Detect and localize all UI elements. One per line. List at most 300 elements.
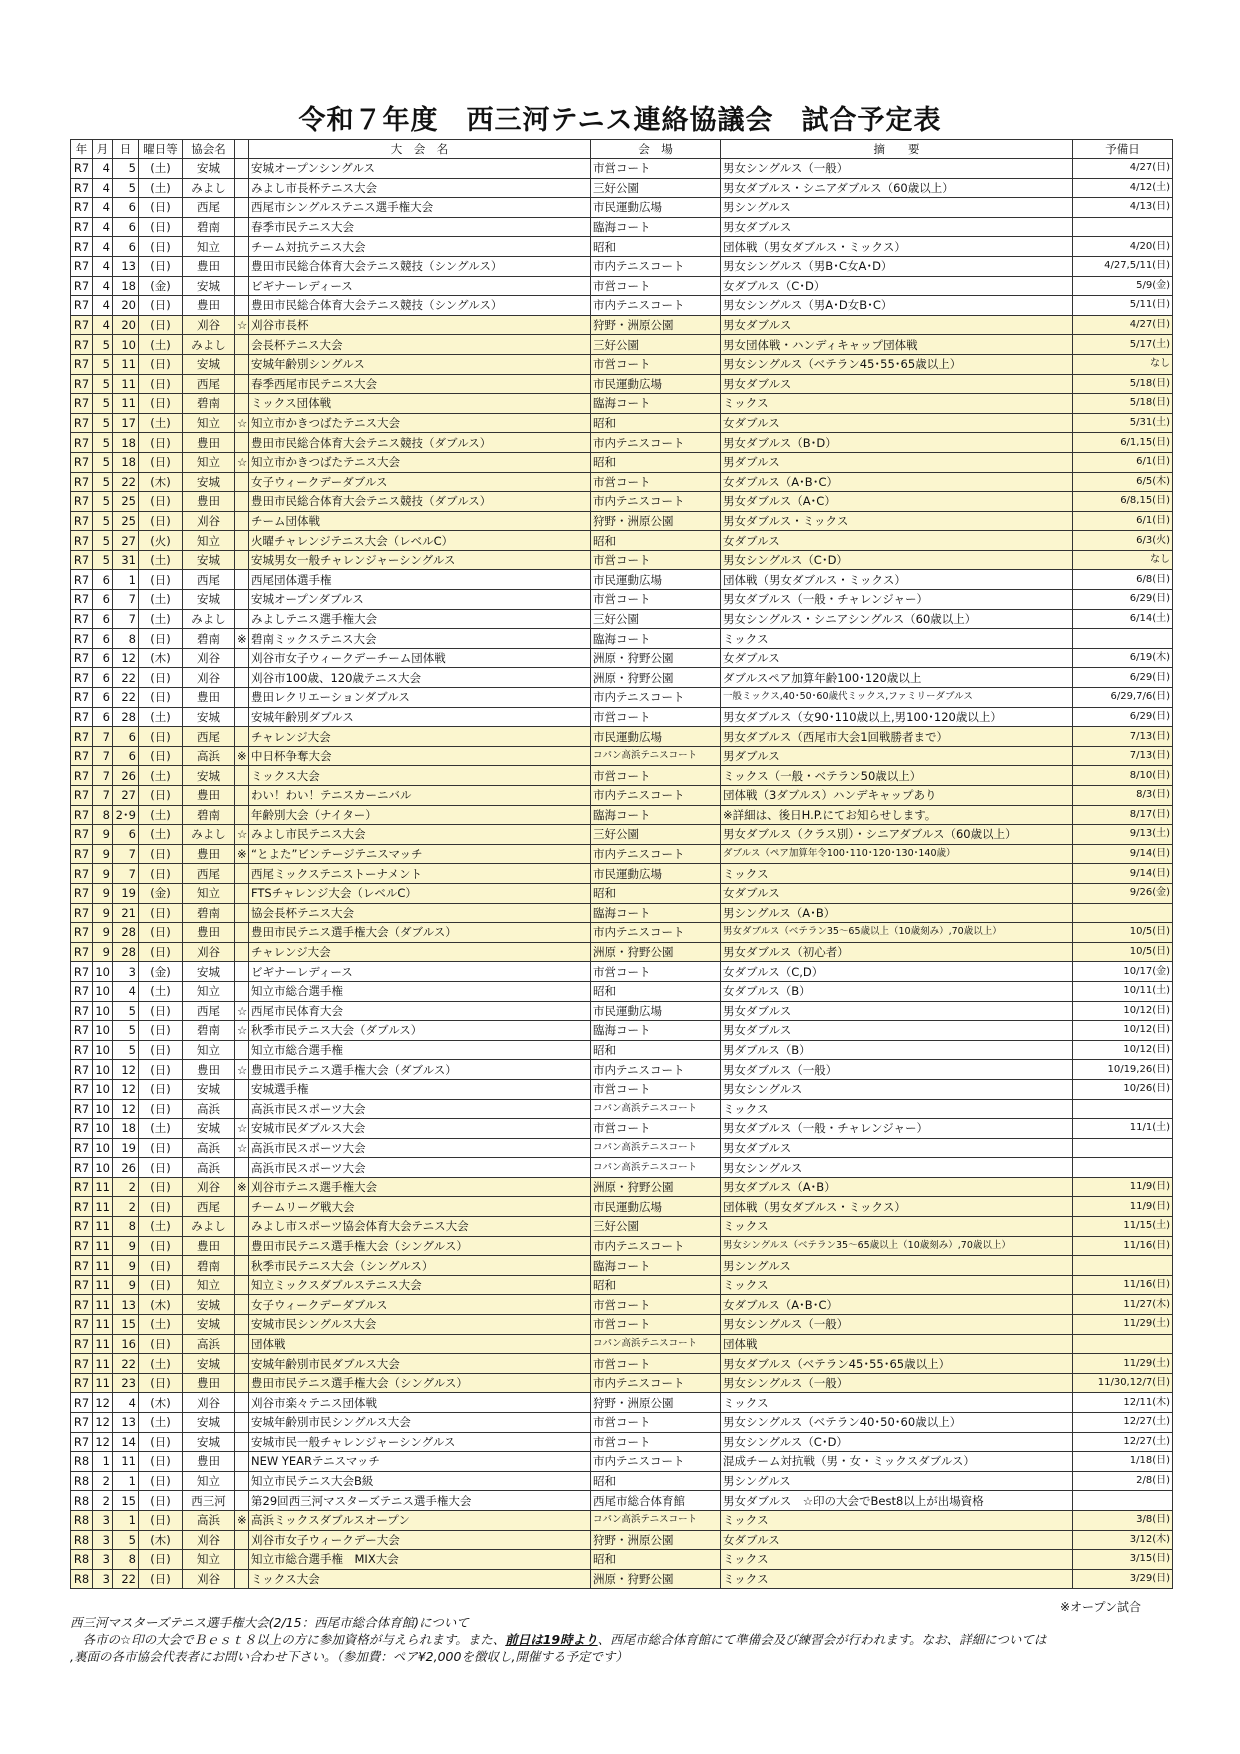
cell-month: 6 (93, 648, 113, 668)
cell-month: 9 (93, 883, 113, 903)
cell-mark: ※ (235, 629, 249, 649)
cell-year: R7 (71, 1413, 93, 1433)
cell-month: 11 (93, 1334, 113, 1354)
cell-day: 10 (113, 335, 139, 355)
header-year: 年 (71, 140, 93, 159)
cell-weekday: (木) (139, 472, 183, 492)
cell-summary: 男女団体戦・ハンディキャップ団体戦 (721, 335, 1073, 355)
cell-day: 16 (113, 1334, 139, 1354)
cell-day: 3 (113, 962, 139, 982)
cell-association: 刈谷 (183, 1177, 235, 1197)
cell-venue: 昭和 (591, 531, 721, 551)
cell-mark (235, 1491, 249, 1511)
cell-event-name: ミックス大会 (249, 766, 591, 786)
cell-venue: 洲原・狩野公園 (591, 668, 721, 688)
cell-reserve-day: 4/27(日) (1073, 315, 1173, 335)
cell-weekday: (日) (139, 433, 183, 453)
table-row (71, 1550, 1173, 1570)
cell-year: R8 (71, 1510, 93, 1530)
cell-venue: 市民運動広場 (591, 1197, 721, 1217)
cell-summary: 男女ダブルス (721, 374, 1073, 394)
cell-summary: 男女ダブルス（ベテラン45･55･65歳以上） (721, 1354, 1073, 1374)
header-month: 月 (93, 140, 113, 159)
cell-event-name: 刈谷市長杯 (249, 315, 591, 335)
cell-weekday: (日) (139, 668, 183, 688)
cell-weekday: (土) (139, 413, 183, 433)
cell-weekday: (土) (139, 707, 183, 727)
cell-mark (235, 1197, 249, 1217)
cell-weekday: (日) (139, 942, 183, 962)
cell-association: 刈谷 (183, 942, 235, 962)
cell-day: 1 (113, 1510, 139, 1530)
cell-weekday: (日) (139, 1334, 183, 1354)
cell-summary: ダブルスペア加算年齢100･120歳以上 (721, 668, 1073, 688)
cell-year: R7 (71, 805, 93, 825)
cell-mark (235, 570, 249, 590)
cell-event-name: “とよた”ビンテージテニスマッチ (249, 844, 591, 864)
header-venue: 会 場 (591, 140, 721, 159)
cell-weekday: (金) (139, 276, 183, 296)
cell-venue: 臨海コート (591, 629, 721, 649)
cell-event-name: 西尾ミックステニストーナメント (249, 864, 591, 884)
cell-reserve-day: 10/12(日) (1073, 1021, 1173, 1041)
cell-month: 5 (93, 433, 113, 453)
cell-venue: コパン高浜テニスコート (591, 1334, 721, 1354)
cell-reserve-day: 6/14(土) (1073, 609, 1173, 629)
cell-weekday: (土) (139, 609, 183, 629)
cell-association: 碧南 (183, 1021, 235, 1041)
cell-venue: 臨海コート (591, 217, 721, 237)
cell-association: 西三河 (183, 1491, 235, 1511)
cell-venue: 市民運動広場 (591, 727, 721, 747)
cell-day: 18 (113, 452, 139, 472)
cell-mark (235, 903, 249, 923)
cell-reserve-day: 6/1,15(日) (1073, 433, 1173, 453)
cell-association: 西尾 (183, 1001, 235, 1021)
cell-month: 9 (93, 942, 113, 962)
table-row (71, 883, 1173, 903)
cell-weekday: (土) (139, 1354, 183, 1374)
cell-venue: 市内テニスコート (591, 256, 721, 276)
cell-month: 3 (93, 1550, 113, 1570)
cell-month: 10 (93, 1001, 113, 1021)
cell-association: 豊田 (183, 688, 235, 708)
cell-venue: コパン高浜テニスコート (591, 746, 721, 766)
cell-summary: 男女ダブルス (721, 1021, 1073, 1041)
cell-event-name: みよし市スポーツ協会体育大会テニス大会 (249, 1217, 591, 1237)
cell-year: R8 (71, 1491, 93, 1511)
cell-event-name: 知立市かきつばたテニス大会 (249, 413, 591, 433)
cell-venue: 狩野・洲原公園 (591, 315, 721, 335)
cell-reserve-day: 9/14(日) (1073, 864, 1173, 884)
cell-day: 26 (113, 766, 139, 786)
cell-reserve-day: 11/9(日) (1073, 1177, 1173, 1197)
cell-day: 11 (113, 354, 139, 374)
cell-year: R7 (71, 707, 93, 727)
cell-association: 安城 (183, 962, 235, 982)
table-row (71, 531, 1173, 551)
cell-day: 6 (113, 198, 139, 218)
cell-reserve-day: 6/29(日) (1073, 668, 1173, 688)
cell-summary: 男ダブルス (721, 746, 1073, 766)
cell-mark: ☆ (235, 1001, 249, 1021)
cell-event-name: 刈谷市テニス選手権大会 (249, 1177, 591, 1197)
cell-month: 10 (93, 962, 113, 982)
cell-association: 高浜 (183, 1510, 235, 1530)
cell-weekday: (日) (139, 1491, 183, 1511)
cell-association: 安城 (183, 1119, 235, 1139)
cell-year: R7 (71, 276, 93, 296)
table-row (71, 1275, 1173, 1295)
table-row (71, 159, 1173, 179)
cell-venue: 昭和 (591, 1550, 721, 1570)
cell-day: 25 (113, 511, 139, 531)
cell-year: R7 (71, 413, 93, 433)
cell-weekday: (日) (139, 1452, 183, 1472)
cell-reserve-day: 6/3(火) (1073, 531, 1173, 551)
cell-summary: ミックス (721, 1275, 1073, 1295)
cell-reserve-day: 11/27(木) (1073, 1295, 1173, 1315)
cell-weekday: (日) (139, 354, 183, 374)
cell-weekday: (日) (139, 903, 183, 923)
cell-summary: 男女シングルス（C･D） (721, 1432, 1073, 1452)
cell-month: 4 (93, 296, 113, 316)
cell-event-name: ミックス大会 (249, 1569, 591, 1589)
cell-summary: 団体戦（男女ダブルス・ミックス） (721, 237, 1073, 257)
cell-weekday: (日) (139, 237, 183, 257)
cell-month: 5 (93, 374, 113, 394)
cell-mark (235, 1452, 249, 1472)
table-row (71, 178, 1173, 198)
cell-association: 西尾 (183, 864, 235, 884)
cell-event-name: 女子ウィークデーダブルス (249, 472, 591, 492)
cell-year: R7 (71, 394, 93, 414)
cell-event-name: 西尾市民体育大会 (249, 1001, 591, 1021)
cell-summary: 男女ダブルス（ベテラン35～65歳以上（10歳刻み）,70歳以上） (721, 923, 1073, 943)
cell-summary: 女ダブルス（A･B･C） (721, 1295, 1073, 1315)
cell-venue: 市内テニスコート (591, 786, 721, 806)
cell-summary: 男女ダブルス（A･B） (721, 1177, 1073, 1197)
cell-reserve-day: 6/8(日) (1073, 570, 1173, 590)
cell-day: 31 (113, 550, 139, 570)
cell-weekday: (日) (139, 786, 183, 806)
cell-event-name: チャレンジ大会 (249, 942, 591, 962)
cell-year: R7 (71, 1217, 93, 1237)
cell-reserve-day: 10/26(日) (1073, 1079, 1173, 1099)
table-row (71, 256, 1173, 276)
cell-weekday: (土) (139, 1217, 183, 1237)
cell-mark (235, 374, 249, 394)
cell-venue: 臨海コート (591, 1021, 721, 1041)
cell-association: 安城 (183, 590, 235, 610)
cell-weekday: (土) (139, 1315, 183, 1335)
cell-year: R7 (71, 942, 93, 962)
cell-mark (235, 688, 249, 708)
cell-association: 豊田 (183, 256, 235, 276)
cell-event-name: 豊田市民総合体育大会テニス競技（シングルス） (249, 256, 591, 276)
cell-month: 6 (93, 629, 113, 649)
table-row (71, 629, 1173, 649)
cell-event-name: 中日杯争奪大会 (249, 746, 591, 766)
cell-event-name: 高浜ミックスダブルスオープン (249, 1510, 591, 1530)
cell-association: みよし (183, 335, 235, 355)
cell-mark: ※ (235, 1177, 249, 1197)
cell-mark (235, 159, 249, 179)
cell-association: 豊田 (183, 492, 235, 512)
cell-reserve-day: 7/13(日) (1073, 746, 1173, 766)
cell-day: 9 (113, 1236, 139, 1256)
cell-year: R7 (71, 531, 93, 551)
cell-year: R7 (71, 198, 93, 218)
cell-venue: 市内テニスコート (591, 1060, 721, 1080)
cell-month: 11 (93, 1256, 113, 1276)
page-title: 令和７年度 西三河テニス連絡協議会 試合予定表 (298, 105, 942, 136)
cell-month: 10 (93, 1060, 113, 1080)
cell-association: 西尾 (183, 1197, 235, 1217)
cell-day: 12 (113, 1099, 139, 1119)
cell-reserve-day (1073, 903, 1173, 923)
cell-day: 5 (113, 159, 139, 179)
cell-association: 碧南 (183, 1256, 235, 1276)
cell-weekday: (日) (139, 1079, 183, 1099)
cell-weekday: (日) (139, 256, 183, 276)
cell-mark: ☆ (235, 1138, 249, 1158)
table-row (71, 570, 1173, 590)
cell-month: 6 (93, 570, 113, 590)
cell-weekday: (日) (139, 1158, 183, 1178)
cell-summary: 男女ダブルス (721, 217, 1073, 237)
cell-month: 10 (93, 1021, 113, 1041)
cell-month: 11 (93, 1295, 113, 1315)
cell-reserve-day: 12/27(土) (1073, 1432, 1173, 1452)
cell-mark (235, 727, 249, 747)
cell-venue: 市営コート (591, 1295, 721, 1315)
cell-reserve-day: 11/29(土) (1073, 1315, 1173, 1335)
cell-mark: ※ (235, 844, 249, 864)
cell-month: 11 (93, 1275, 113, 1295)
cell-reserve-day: 3/29(日) (1073, 1569, 1173, 1589)
table-row (71, 1158, 1173, 1178)
cell-weekday: (日) (139, 1550, 183, 1570)
cell-day: 6 (113, 746, 139, 766)
cell-association: 安城 (183, 550, 235, 570)
cell-day: 12 (113, 1060, 139, 1080)
cell-day: 11 (113, 394, 139, 414)
cell-weekday: (火) (139, 531, 183, 551)
cell-event-name: ビギナーレディース (249, 962, 591, 982)
cell-weekday: (土) (139, 590, 183, 610)
cell-summary: 団体戦（3ダブルス）ハンデキャップあり (721, 786, 1073, 806)
cell-venue: 洲原・狩野公園 (591, 648, 721, 668)
cell-summary: 男女シングルス（男B･C女A･D） (721, 256, 1073, 276)
cell-summary: 男女ダブルス・シニアダブルス（60歳以上） (721, 178, 1073, 198)
cell-reserve-day (1073, 217, 1173, 237)
cell-reserve-day: 4/27(日) (1073, 159, 1173, 179)
cell-year: R7 (71, 786, 93, 806)
cell-venue: 洲原・狩野公園 (591, 942, 721, 962)
cell-day: 9 (113, 1256, 139, 1276)
cell-year: R7 (71, 825, 93, 845)
cell-mark (235, 942, 249, 962)
cell-year: R7 (71, 1119, 93, 1139)
table-row (71, 452, 1173, 472)
cell-month: 5 (93, 511, 113, 531)
cell-mark (235, 354, 249, 374)
cell-summary: 男女ダブルス (721, 315, 1073, 335)
cell-summary: ダブルス（ペア加算年令100･110･120･130･140歳） (721, 844, 1073, 864)
cell-association: 知立 (183, 237, 235, 257)
cell-association: 刈谷 (183, 668, 235, 688)
table-row (71, 1021, 1173, 1041)
cell-year: R7 (71, 1275, 93, 1295)
cell-month: 4 (93, 315, 113, 335)
table-row (71, 511, 1173, 531)
cell-event-name: 西尾団体選手権 (249, 570, 591, 590)
cell-month: 8 (93, 805, 113, 825)
cell-year: R7 (71, 629, 93, 649)
cell-month: 9 (93, 864, 113, 884)
cell-reserve-day: 4/12(土) (1073, 178, 1173, 198)
cell-day: 14 (113, 1432, 139, 1452)
cell-mark (235, 766, 249, 786)
cell-reserve-day: 10/11(土) (1073, 981, 1173, 1001)
cell-summary: 女ダブルス（A･B･C） (721, 472, 1073, 492)
cell-month: 10 (93, 981, 113, 1001)
cell-venue: 市営コート (591, 159, 721, 179)
cell-weekday: (日) (139, 1432, 183, 1452)
cell-weekday: (日) (139, 688, 183, 708)
cell-venue: 市内テニスコート (591, 844, 721, 864)
cell-weekday: (日) (139, 746, 183, 766)
cell-year: R7 (71, 217, 93, 237)
cell-year: R7 (71, 668, 93, 688)
cell-mark (235, 786, 249, 806)
cell-association: みよし (183, 1217, 235, 1237)
cell-event-name: 知立市民テニス大会B級 (249, 1471, 591, 1491)
cell-weekday: (日) (139, 1001, 183, 1021)
cell-month: 11 (93, 1373, 113, 1393)
cell-mark (235, 923, 249, 943)
cell-year: R8 (71, 1471, 93, 1491)
cell-summary: 団体戦 (721, 1334, 1073, 1354)
cell-day: 19 (113, 883, 139, 903)
cell-weekday: (日) (139, 923, 183, 943)
table-row (71, 550, 1173, 570)
cell-day: 1 (113, 570, 139, 590)
cell-weekday: (日) (139, 844, 183, 864)
table-row (71, 354, 1173, 374)
cell-day: 8 (113, 1550, 139, 1570)
table-row (71, 276, 1173, 296)
cell-venue: 市民運動広場 (591, 864, 721, 884)
cell-event-name: 刈谷市女子ウィークデー大会 (249, 1530, 591, 1550)
cell-mark: ☆ (235, 1021, 249, 1041)
table-row (71, 1079, 1173, 1099)
cell-venue: 市営コート (591, 766, 721, 786)
cell-year: R7 (71, 981, 93, 1001)
cell-association: 豊田 (183, 1452, 235, 1472)
cell-day: 27 (113, 786, 139, 806)
cell-association: みよし (183, 609, 235, 629)
cell-year: R8 (71, 1452, 93, 1472)
cell-mark (235, 550, 249, 570)
cell-mark (235, 394, 249, 414)
cell-day: 5 (113, 1021, 139, 1041)
cell-year: R7 (71, 903, 93, 923)
cell-weekday: (日) (139, 1510, 183, 1530)
cell-event-name: 年齢別大会（ナイター） (249, 805, 591, 825)
cell-association: 豊田 (183, 433, 235, 453)
cell-association: 高浜 (183, 1099, 235, 1119)
cell-summary: 男女ダブルス（クラス別）・シニアダブルス（60歳以上） (721, 825, 1073, 845)
cell-association: 刈谷 (183, 1530, 235, 1550)
cell-association: 碧南 (183, 903, 235, 923)
cell-association: 刈谷 (183, 1393, 235, 1413)
cell-reserve-day: 11/15(土) (1073, 1217, 1173, 1237)
table-row (71, 296, 1173, 316)
cell-month: 4 (93, 178, 113, 198)
cell-association: 刈谷 (183, 315, 235, 335)
cell-mark (235, 1099, 249, 1119)
cell-day: 2･9 (113, 805, 139, 825)
table-row (71, 1432, 1173, 1452)
cell-event-name: 知立市総合選手権 MIX大会 (249, 1550, 591, 1570)
cell-summary: 男シングルス（A･B） (721, 903, 1073, 923)
cell-mark: ☆ (235, 452, 249, 472)
cell-event-name: 安城市民シングルス大会 (249, 1315, 591, 1335)
cell-mark (235, 590, 249, 610)
cell-year: R7 (71, 511, 93, 531)
table-row (71, 1295, 1173, 1315)
table-row (71, 1315, 1173, 1335)
cell-event-name: FTSチャレンジ大会（レベルC） (249, 883, 591, 903)
cell-venue: 市営コート (591, 1315, 721, 1335)
cell-day: 6 (113, 237, 139, 257)
table-row (71, 746, 1173, 766)
cell-association: 知立 (183, 883, 235, 903)
cell-month: 5 (93, 492, 113, 512)
cell-reserve-day: 11/9(日) (1073, 1197, 1173, 1217)
cell-event-name: 知立市かきつばたテニス大会 (249, 452, 591, 472)
cell-venue: 昭和 (591, 452, 721, 472)
cell-event-name: 高浜市民スポーツ大会 (249, 1138, 591, 1158)
cell-weekday: (土) (139, 805, 183, 825)
cell-month: 6 (93, 668, 113, 688)
cell-mark (235, 1530, 249, 1550)
cell-year: R7 (71, 923, 93, 943)
cell-day: 28 (113, 923, 139, 943)
cell-mark (235, 981, 249, 1001)
cell-month: 5 (93, 472, 113, 492)
table-row (71, 1413, 1173, 1433)
cell-association: 西尾 (183, 198, 235, 218)
cell-association: 安城 (183, 354, 235, 374)
cell-year: R7 (71, 452, 93, 472)
table-row (71, 1393, 1173, 1413)
cell-month: 3 (93, 1510, 113, 1530)
cell-day: 18 (113, 1119, 139, 1139)
cell-weekday: (土) (139, 981, 183, 1001)
cell-venue: 洲原・狩野公園 (591, 1177, 721, 1197)
cell-day: 5 (113, 1530, 139, 1550)
cell-association: 刈谷 (183, 648, 235, 668)
cell-venue: 市民運動広場 (591, 198, 721, 218)
cell-day: 19 (113, 1138, 139, 1158)
cell-reserve-day: 6/1(日) (1073, 511, 1173, 531)
cell-event-name: チーム対抗テニス大会 (249, 237, 591, 257)
table-row (71, 864, 1173, 884)
cell-year: R7 (71, 1373, 93, 1393)
